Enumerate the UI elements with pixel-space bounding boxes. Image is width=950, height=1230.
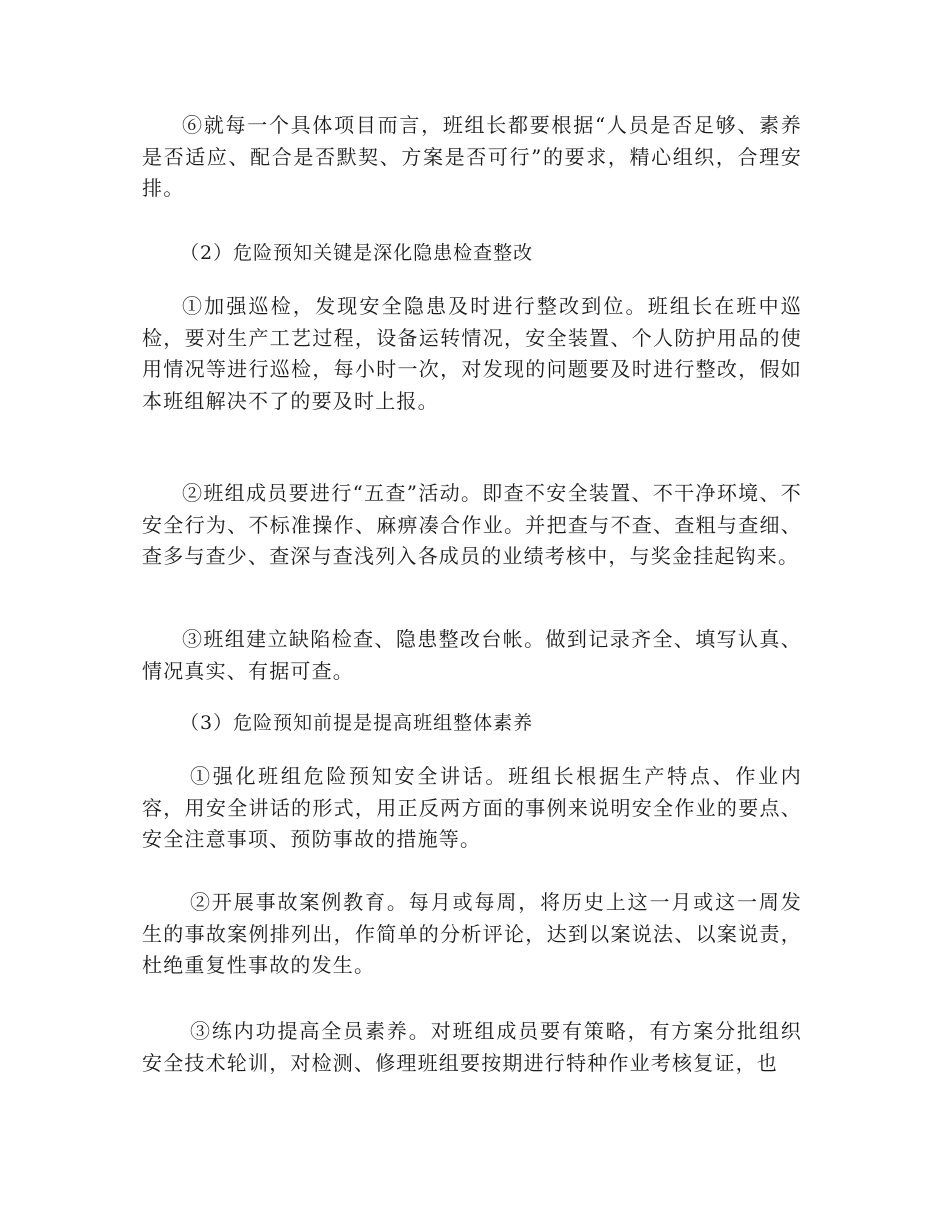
paragraph-five-checks: ②班组成员要进行“五查”活动。即查不安全装置、不干净环境、不安全行为、不标准操作、麻痹凑合作业。并把查与不查、查粗与查细、查多与查少、查深与查浅列入各成员的业绩考核中，与奖金挂起钩来。 (142, 481, 802, 568)
section-heading-2: （2）危险预知关键是深化隐患检查整改 (180, 242, 534, 264)
paragraph-safety-talk: ①强化班组危险预知安全讲话。班组长根据生产特点、作业内容，用安全讲话的形式，用正反两方面的事例来说明安全作业的要点、安全注意事项、预防事故的措施等。 (142, 764, 802, 851)
paragraph-case-education: ②开展事故案例教育。每月或每周，将历史上这一月或这一周发生的事故案例排列出，作简单的分析评论，达到以案说法、以案说责，杜绝重复性事故的发生。 (142, 890, 802, 977)
paragraph-inspection: ①加强巡检，发现安全隐患及时进行整改到位。班组长在班中巡检，要对生产工艺过程，设备运转情况，安全装置、个人防护用品的使用情况等进行巡检，每小时一次，对发现的问题要及时进行整改，假如本班组解决不了的要及时上报。 (142, 294, 802, 413)
paragraph-training: ③练内功提高全员素养。对班组成员要有策略，有方案分批组织安全技术轮训，对检测、修理班组要按期进行特种作业考核复证，也 (142, 1019, 802, 1075)
paragraph-ledger: ③班组建立缺陷检查、隐患整改台帐。做到记录齐全、填写认真、情况真实、有据可查。 (142, 627, 802, 683)
section-heading-3: （3）危险预知前提是提高班组整体素养 (180, 712, 534, 734)
paragraph-team-arrangement: ⑥就每一个具体项目而言，班组长都要根据“人员是否足够、素养是否适应、配合是否默契、方案是否可行”的要求，精心组织，合理安排。 (142, 113, 802, 200)
